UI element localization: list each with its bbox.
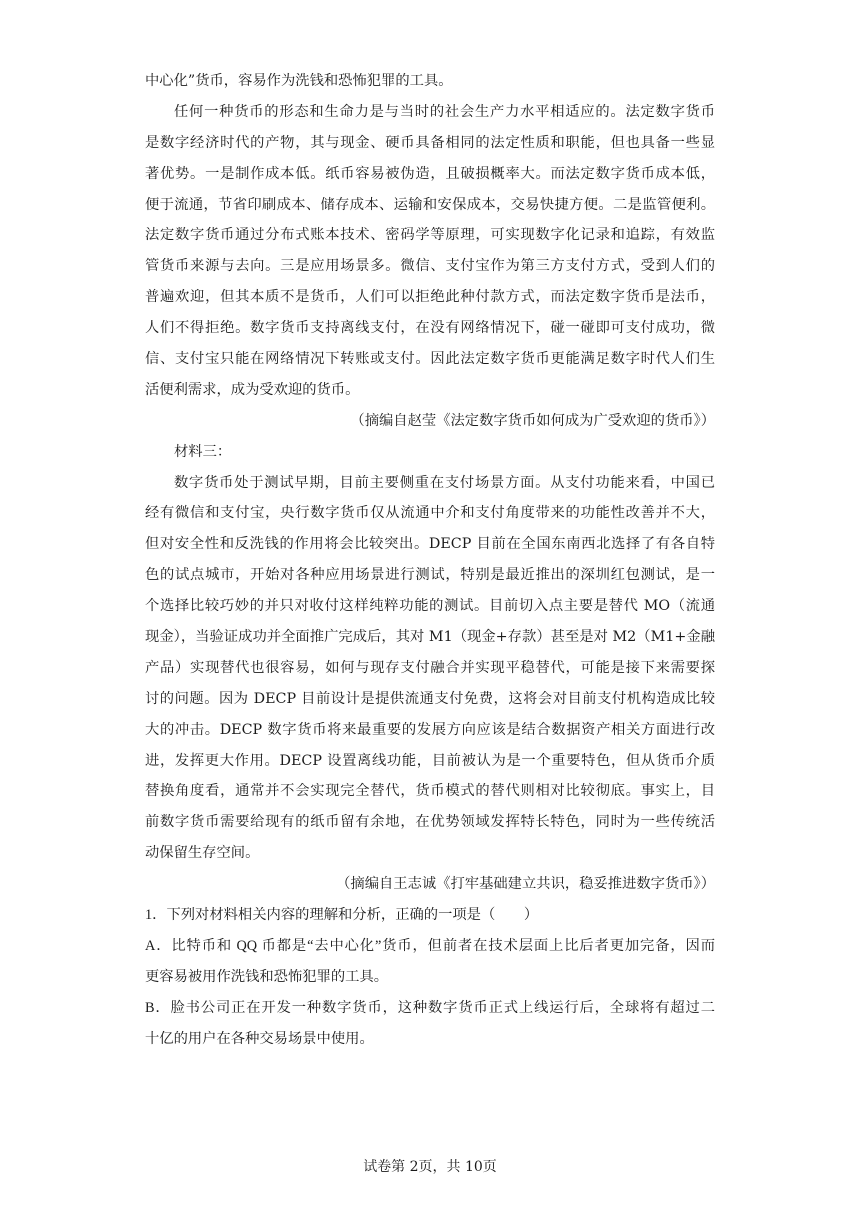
paragraph-line: 管货币来源与去向。三是应用场景多。微信、支付宝作为第三方支付方式，受到人们的 <box>145 258 715 275</box>
paragraph-line: 讨的问题。因为 DECP 目前设计是提供流通支付免费，这将会对目前支付机构造成比较 <box>145 690 715 707</box>
section-heading: 材料三： <box>174 443 232 460</box>
source-citation: （摘编自王志诚《打牢基础建立共识，稳妥推进数字货币》） <box>336 876 715 893</box>
paragraph-line: 动保留生存空间。 <box>145 845 260 862</box>
paragraph-line: 是数字经济时代的产物，其与现金、硬币具备相同的法定性质和职能，但也具备一些显 <box>145 134 715 151</box>
option-b-line: 十亿的用户在各种交易场景中使用。 <box>145 1030 374 1047</box>
paragraph-line: 便于流通，节省印刷成本、储存成本、运输和安保成本，交易快捷方便。二是监管便利。 <box>145 196 715 213</box>
option-a-line: A．比特币和 QQ 币都是“去中心化”货币，但前者在技术层面上比后者更加完备，因而 <box>145 937 715 954</box>
page-footer: 试卷第 2页，共 10页 <box>363 1159 497 1175</box>
paragraph-line: 现金），当验证成功并全面推广完成后，其对 M1（现金+存款）甚至是对 M2（M1+金融 <box>145 629 715 646</box>
paragraph-tail-line: 中心化”货币，容易作为洗钱和恐怖犯罪的工具。 <box>145 73 453 89</box>
paragraph-line: 替换角度看，通常并不会实现完全替代，货币模式的替代则相对比较彻底。事实上，目 <box>145 783 715 800</box>
paragraph-line: 信、支付宝只能在网络情况下转账或支付。因此法定数字货币更能满足数字时代人们生 <box>145 351 715 368</box>
paragraph-line: 进，发挥更大作用。DECP 设置离线功能，目前被认为是一个重要特色，但从货币介质 <box>145 752 715 769</box>
paragraph-line: 普遍欢迎，但其本质不是货币，人们可以拒绝此种付款方式，而法定数字货币是法币， <box>145 289 715 306</box>
paragraph-line: 前数字货币需要给现有的纸币留有余地，在优势领域发挥特长特色，同时为一些传统活 <box>145 814 715 831</box>
option-b-line: B．脸书公司正在开发一种数字货币，这种数字货币正式上线运行后，全球将有超过二 <box>145 999 715 1016</box>
paragraph-line: 法定数字货币通过分布式账本技术、密码学等原理，可实现数字化记录和追踪，有效监 <box>145 227 715 244</box>
paragraph-line: 数字货币处于测试早期，目前主要侧重在支付场景方面。从支付功能来看，中国已 <box>174 474 715 491</box>
paragraph-line: 经有微信和支付宝，央行数字货币仅从流通中介和支付角度带来的功能性改善并不大， <box>145 505 715 522</box>
paragraph-two <box>145 97 715 406</box>
source-citation: （摘编自赵莹《法定数字货币如何成为广受欢迎的货币》） <box>350 412 715 429</box>
option-a[interactable] <box>145 931 715 993</box>
material-three-paragraph <box>145 468 715 870</box>
question-stem: 1．下列对材料相关内容的理解和分析，正确的一项是（ ） <box>145 907 539 924</box>
paragraph-line: 个选择比较巧妙的并只对收付这样纯粹功能的测试。目前切入点主要是替代 MO（流通 <box>145 598 715 615</box>
paragraph-line: 著优势。一是制作成本低。纸币容易被伪造，且破损概率大。而法定数字货币成本低， <box>145 165 715 182</box>
paragraph-line: 大的冲击。DECP 数字货币将来最重要的发展方向应该是结合数据资产相关方面进行改 <box>145 721 715 738</box>
paragraph-line: 色的试点城市，开始对各种应用场景进行测试，特别是最近推出的深圳红包测试，是一 <box>145 567 715 584</box>
paragraph-line: 产品）实现替代也很容易，如何与现存支付融合并实现平稳替代，可能是接下来需要探 <box>145 659 715 676</box>
option-b[interactable] <box>145 993 715 1055</box>
option-a-line: 更容易被用作洗钱和恐怖犯罪的工具。 <box>145 968 389 985</box>
paragraph-line: 人们不得拒绝。数字货币支持离线支付，在没有网络情况下，碰一碰即可支付成功，微 <box>145 320 715 337</box>
paragraph-line: 任何一种货币的形态和生命力是与当时的社会生产力水平相适应的。法定数字货币 <box>174 103 715 120</box>
paragraph-line: 但对安全性和反洗钱的作用将会比较突出。DECP 目前在全国东南西北选择了有各自特 <box>145 536 715 553</box>
paragraph-line: 活便利需求，成为受欢迎的货币。 <box>145 381 360 398</box>
exam-page-body <box>145 66 715 1055</box>
